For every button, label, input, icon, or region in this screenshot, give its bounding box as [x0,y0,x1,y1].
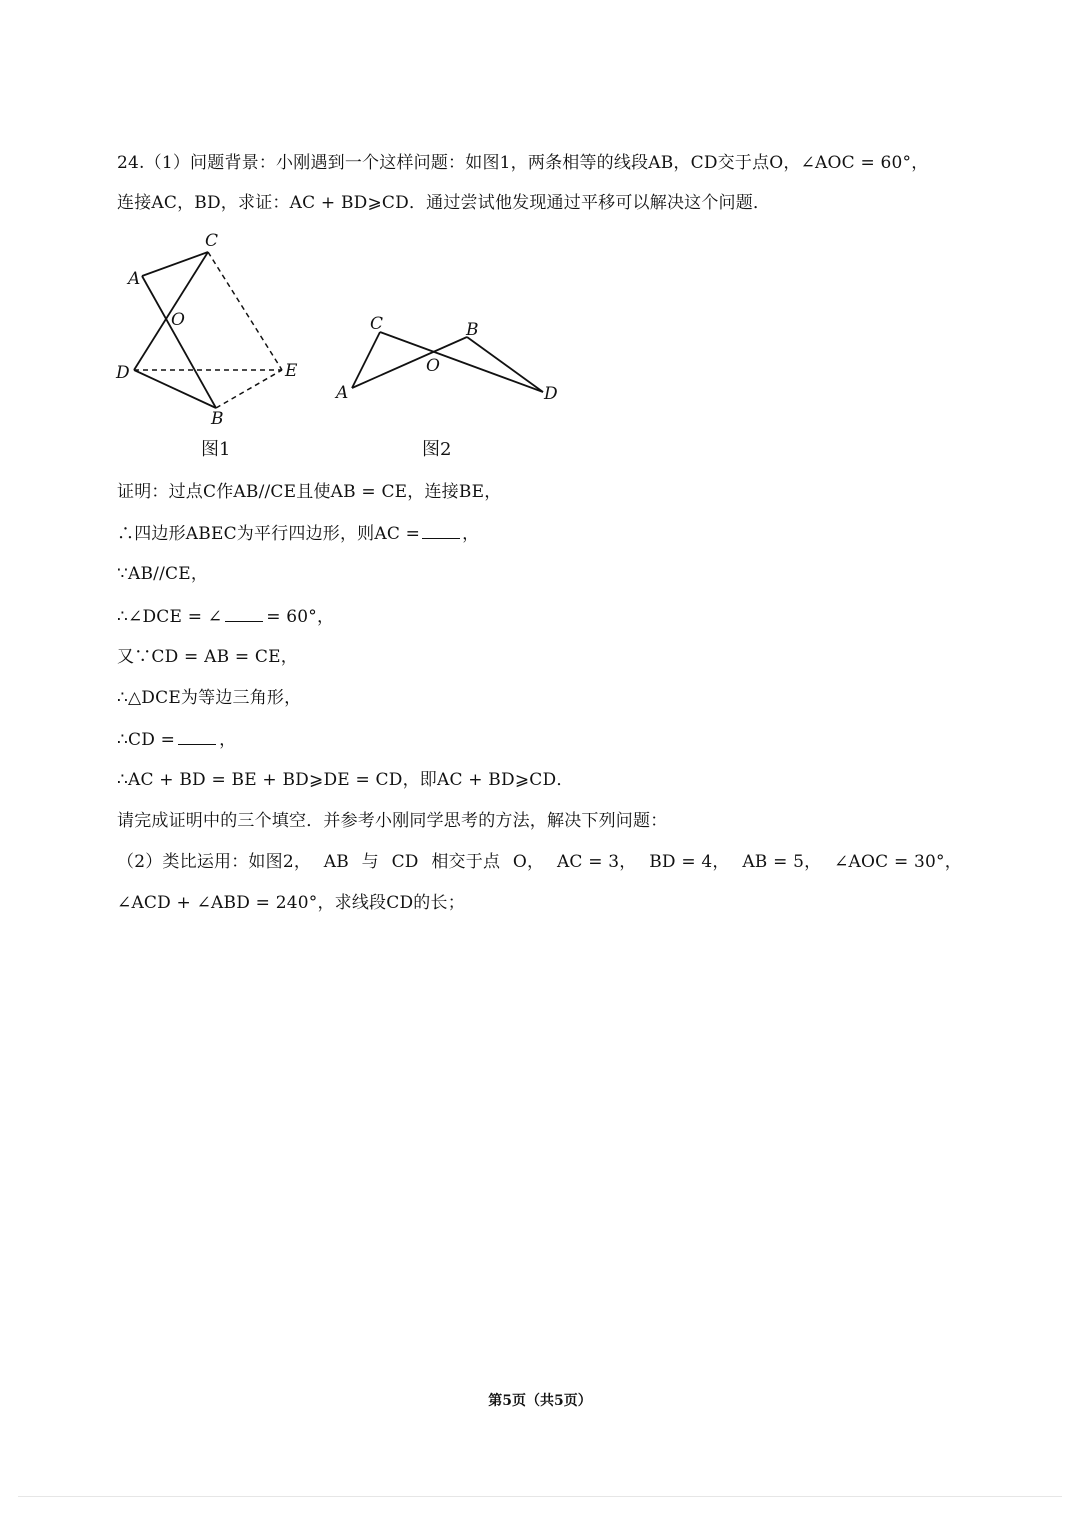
proof-line-1: 证明：过点C作AB//CE且使AB = CE，连接BE， [117,482,502,502]
part2-seg-6: AC = 3， [556,852,637,872]
proof-line-7-text: ∴CD = [117,730,176,750]
proof-line-2-text: ∴四边形ABEC为平行四边形，则AC = [117,524,421,544]
label-O: O [426,356,440,376]
part2-line-2: ∠ACD + ∠ABD = 240°，求线段CD的长； [117,893,465,913]
part2-line-1 [117,850,962,874]
label-D: D [544,384,558,404]
segment-CD [380,332,543,392]
proof-line-4-tail: = 60°， [266,607,335,627]
segment-CE-dashed [208,252,282,370]
label-E: E [285,361,298,381]
label-C: C [370,314,384,334]
part2-seg-2: 与 [361,852,379,872]
segment-BD [467,337,543,392]
problem-line-2: 连接AC，BD，求证：AC + BD⩾CD．通过尝试他发现通过平移可以解决这个问题． [117,193,771,213]
part2-seg-0: （2）类比运用：如图2， [117,852,312,872]
segment-AC [142,252,208,276]
proof-line-8: ∴AC + BD = BE + BD⩾DE = CD，即AC + BD⩾CD． [117,770,574,790]
segment-AB [142,276,216,408]
page-edge [18,1496,1062,1497]
part2-seg-7: BD = 4， [649,852,730,872]
blank-2[interactable] [225,604,263,622]
label-O: O [171,310,185,330]
segment-AC [352,332,380,388]
label-C: C [205,231,219,251]
segment-DB [134,370,216,408]
figure-1 [110,228,310,433]
label-B: B [466,320,479,340]
blank-3[interactable] [178,727,216,745]
proof-line-3: ∵AB//CE， [117,564,209,584]
segment-AB [352,337,467,388]
proof-line-2 [117,521,479,546]
proof-line-4-text: ∴∠DCE = ∠ [117,607,223,627]
label-D: D [116,363,130,383]
proof-line-5: 又∵CD = AB = CE， [117,647,298,667]
page-footer: 第5页（共5页） [488,1393,592,1409]
part2-seg-4: 相交于点 [431,852,501,872]
part2-seg-8: AB = 5， [742,852,822,872]
problem-line-1: 24.（1）问题背景：小刚遇到一个这样问题：如图1，两条相等的线段AB，CD交于点O，∠AOC = 60°， [117,153,929,173]
figure-2 [330,310,570,410]
figure-1-caption: 图1 [201,439,231,460]
instruction-line: 请完成证明中的三个填空．并参考小刚同学思考的方法，解决下列问题： [117,811,668,831]
proof-line-6: ∴△DCE为等边三角形， [117,688,302,708]
part2-seg-5: O， [512,852,545,872]
segment-BE-dashed [216,370,282,408]
label-A: A [128,269,141,289]
blank-1[interactable] [422,521,460,539]
part2-seg-1: AB [323,852,349,872]
label-A: A [336,383,349,403]
proof-line-4 [117,604,334,629]
proof-line-2-tail: ， [462,524,480,544]
proof-line-7 [117,727,236,752]
figure-2-caption: 图2 [422,439,452,460]
proof-line-7-tail: ， [219,730,237,750]
part2-seg-3: CD [391,852,419,872]
label-B: B [211,409,224,429]
part2-seg-9: ∠AOC = 30°， [834,852,962,872]
